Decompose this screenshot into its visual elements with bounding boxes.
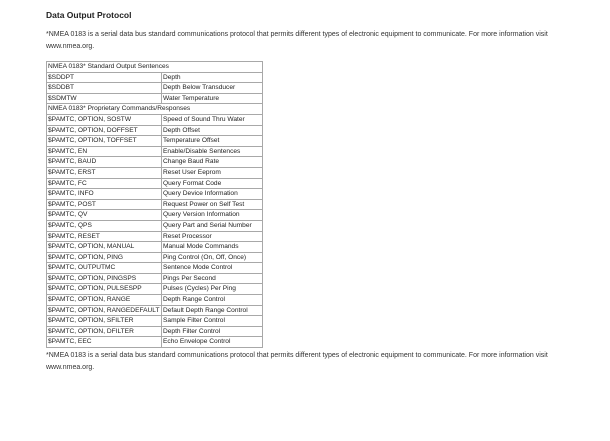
command-description: Sample Filter Control [162, 316, 263, 327]
command-description: Temperature Offset [162, 136, 263, 147]
command-description: Reset Processor [162, 231, 263, 242]
command-code: $PAMTC, OPTION, DOFFSET [47, 125, 162, 136]
command-description: Manual Mode Commands [162, 242, 263, 253]
table-row [47, 93, 263, 104]
command-description: Sentence Mode Control [162, 263, 263, 274]
nmea-table-body [47, 62, 263, 348]
table-row [47, 189, 263, 200]
command-description: Depth Filter Control [162, 326, 263, 337]
table-row [47, 210, 263, 221]
command-description: Request Power on Self Test [162, 199, 263, 210]
proprietary-header-row [47, 104, 263, 115]
table-row [47, 242, 263, 253]
table-row [47, 199, 263, 210]
command-description: Query Device Information [162, 189, 263, 200]
table-row [47, 178, 263, 189]
command-code: $PAMTC, OPTION, PULSESPP [47, 284, 162, 295]
table-row [47, 146, 263, 157]
command-description: Change Baud Rate [162, 157, 263, 168]
command-description: Echo Envelope Control [162, 337, 263, 348]
table-row [47, 157, 263, 168]
command-description: Pulses (Cycles) Per Ping [162, 284, 263, 295]
command-description: Enable/Disable Sentences [162, 146, 263, 157]
table-row [47, 263, 263, 274]
table-row [47, 125, 263, 136]
command-code: $PAMTC, OUTPUTMC [47, 263, 162, 274]
standard-header-row [47, 62, 263, 73]
table-row [47, 72, 263, 83]
table-row [47, 252, 263, 263]
command-code: $PAMTC, OPTION, MANUAL [47, 242, 162, 253]
command-description: Pings Per Second [162, 273, 263, 284]
table-row [47, 231, 263, 242]
command-description: Depth Offset [162, 125, 263, 136]
command-code: $PAMTC, ERST [47, 167, 162, 178]
command-code: $PAMTC, OPTION, DFILTER [47, 326, 162, 337]
nmea-sentence-table [46, 61, 263, 348]
table-row [47, 295, 263, 306]
command-description: Query Version Information [162, 210, 263, 221]
command-code: $PAMTC, QPS [47, 220, 162, 231]
command-description: Depth Range Control [162, 295, 263, 306]
table-row [47, 273, 263, 284]
command-code: $PAMTC, OPTION, RANGE [47, 295, 162, 306]
table-row [47, 337, 263, 348]
command-code: $PAMTC, BAUD [47, 157, 162, 168]
command-code: $PAMTC, OPTION, TOFFSET [47, 136, 162, 147]
command-code: $PAMTC, RESET [47, 231, 162, 242]
sentence-code: $SDMTW [47, 93, 162, 104]
table-row [47, 220, 263, 231]
table-row [47, 305, 263, 316]
command-code: $PAMTC, POST [47, 199, 162, 210]
footer-note: *NMEA 0183 is a serial data bus standard communications protocol that permits different types of electronic equipment to communicate. For more information visit www.nmea.org. [46, 352, 548, 372]
command-code: $PAMTC, EN [47, 146, 162, 157]
command-code: $PAMTC, OPTION, PINGSPS [47, 273, 162, 284]
page-title: Data Output Protocol [46, 10, 132, 20]
command-code: $PAMTC, QV [47, 210, 162, 221]
table-row [47, 83, 263, 94]
command-description: Speed of Sound Thru Water [162, 114, 263, 125]
table-row [47, 167, 263, 178]
command-description: Query Part and Serial Number [162, 220, 263, 231]
command-code: $PAMTC, OPTION, SFILTER [47, 316, 162, 327]
intro-note: *NMEA 0183 is a serial data bus standard communications protocol that permits different types of electronic equipment to communicate. For more information visit www.nmea.org. [46, 31, 548, 50]
command-code: $PAMTC, OPTION, RANGEDEFAULT [47, 305, 162, 316]
table-row [47, 326, 263, 337]
command-code: $PAMTC, OPTION, SOSTW [47, 114, 162, 125]
command-description: Reset User Eeprom [162, 167, 263, 178]
standard-sentences-header: NMEA 0183* Standard Output Sentences [47, 62, 263, 73]
sentence-code: $SDDBT [47, 83, 162, 94]
table-row [47, 136, 263, 147]
command-code: $PAMTC, EEC [47, 337, 162, 348]
table-row [47, 114, 263, 125]
command-code: $PAMTC, FC [47, 178, 162, 189]
sentence-description: Water Temperature [162, 93, 263, 104]
sentence-description: Depth [162, 72, 263, 83]
command-code: $PAMTC, INFO [47, 189, 162, 200]
table-row [47, 316, 263, 327]
command-description: Default Depth Range Control [162, 305, 263, 316]
command-description: Query Format Code [162, 178, 263, 189]
sentence-description: Depth Below Transducer [162, 83, 263, 94]
command-description: Ping Control (On, Off, Once) [162, 252, 263, 263]
command-code: $PAMTC, OPTION, PING [47, 252, 162, 263]
sentence-code: $SDDPT [47, 72, 162, 83]
table-row [47, 284, 263, 295]
proprietary-commands-header: NMEA 0183* Proprietary Commands/Responses [47, 104, 263, 115]
